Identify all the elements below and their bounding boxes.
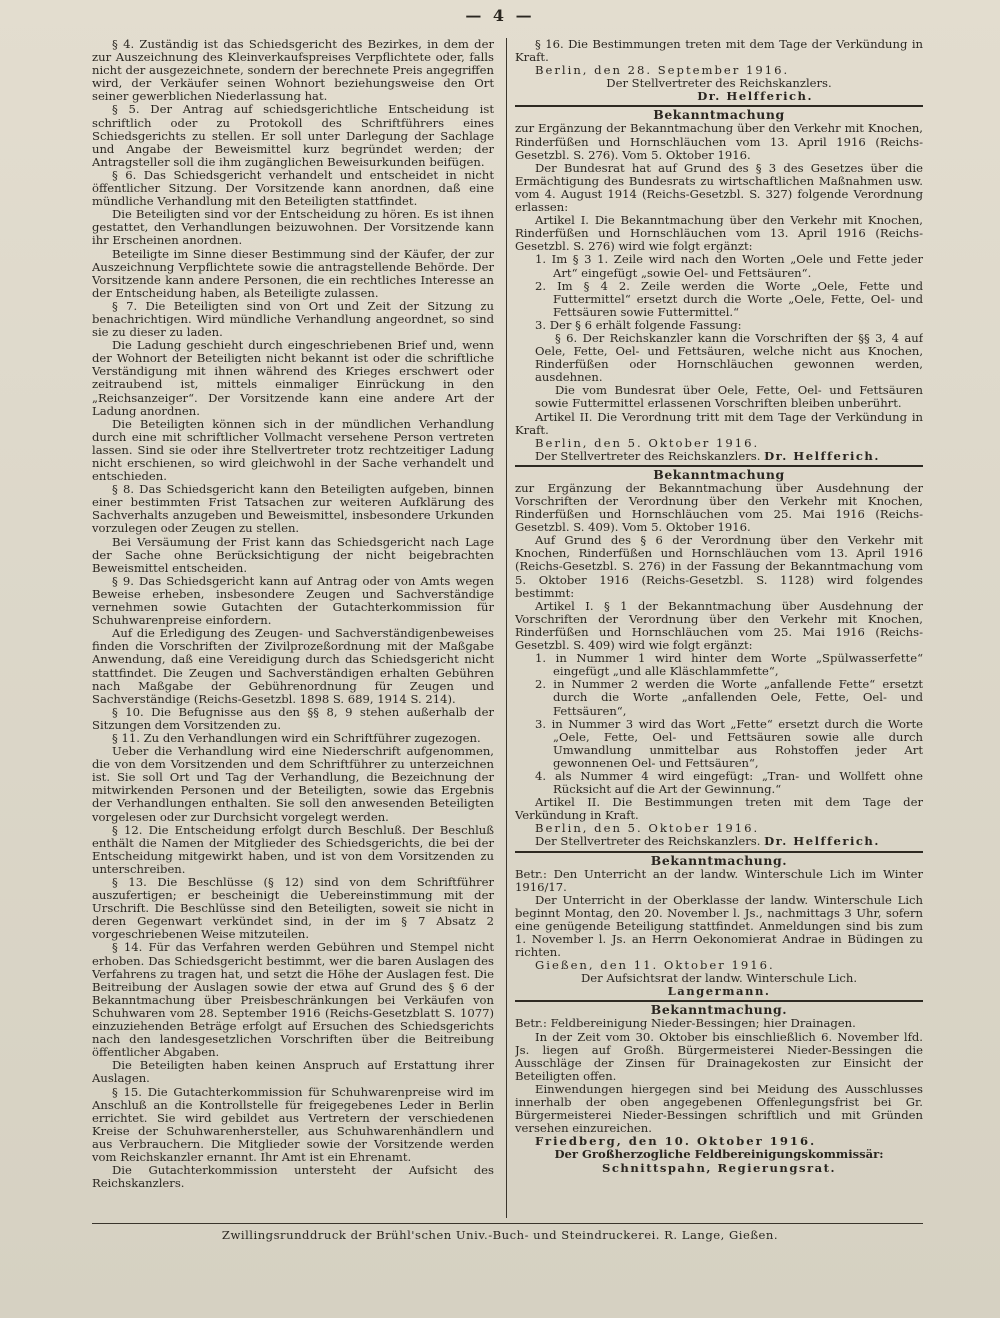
printer-imprint: Zwillingsrunddruck der Brühl'schen Univ.-Buch- und Steindruckerei. R. Lange, Gießen. [221, 1228, 779, 1242]
paragraph: § 13. Die Beschlüsse (§ 12) sind von dem Schriftführer auszufertigen; er bescheinigt die Uebereinstimmung mit der Urschrift. Die Beschlüsse sind den Beteiligten, soweit sie nicht in deren Gegenwart verkündet sind, in der im § 7 Absatz 2 vorgeschriebenen Weise mitzuteilen. [92, 875, 494, 942]
column-divider [506, 38, 507, 1218]
paragraph: § 9. Das Schiedsgericht kann auf Antrag oder von Amts wegen Beweise erheben, insbesondere Zeugen und Sachverständige vernehmen sowie Gutachten der Gutachterkommission für Schuhwarenpreise einfordern. [92, 573, 494, 628]
signature-office: Der Stellvertreter des Reichskanzlers. [606, 76, 832, 91]
list-item: 1. in Nummer 1 wird hinter dem Worte „Spülwasserfette“ eingefügt „und alle Kläschlammfette“, [535, 651, 923, 679]
signature-office: Der Aufsichtsrat der landw. Winterschule Lich. [580, 971, 858, 986]
signature-name: Dr. Helfferich. [764, 448, 880, 463]
footer-rule [92, 1223, 923, 1224]
list-item: 3. in Nummer 3 wird das Wort „Fette“ ersetzt durch die Worte „Oele, Fette, Oel- und Fettsäuren sowie alle durch Umwandlung unmittelbar aus Rohstoffen jeder Art gewonnenen Oel- und Fettsäuren“, [535, 716, 923, 770]
paragraph: Die Ladung geschieht durch eingeschriebenen Brief und, wenn der Wohnort der Beteiligten nicht bekannt ist oder die schriftliche Verständigung mit ihnen während des Krieges erschwert oder zeitraubend ist, mittels einmaliger Einrückung in den „Reichsanzeiger“. Der Vorsitzende kann eine andere Art der Ladung anordnen. [92, 338, 494, 418]
paragraph: In der Zeit vom 30. Oktober bis einschließlich 6. November lfd. Js. liegen auf Großh. Bürgermeisterei Nieder-Bessingen die Ausschläge der Zinsen für Drainagekosten zur Einsicht der Beteiligten offen. [515, 1029, 923, 1083]
signature-place: Berlin, den 5. Oktober 1916. [535, 435, 760, 450]
section-title: Bekanntmachung. [650, 1002, 788, 1018]
subject-line: Betr.: Feldbereinigung Nieder-Bessingen; hier Drainagen. [515, 1016, 856, 1031]
paragraph: Die Gutachterkommission untersteht der Aufsicht des Reichskanzlers. [92, 1163, 494, 1191]
paragraph: § 10. Die Befugnisse aus den §§ 8, 9 stehen außerhalb der Sitzungen dem Vorsitzenden zu. [92, 704, 494, 732]
signature-office: Der Stellvertreter des Reichskanzlers. [535, 448, 761, 463]
paragraph: Die vom Bundesrat über Oele, Fette, Oel- und Fettsäuren sowie Futtermittel erlassenen Vorschriften bleiben unberührt. [535, 383, 923, 411]
paragraph: § 14. Für das Verfahren werden Gebühren und Stempel nicht erhoben. Das Schiedsgericht bestimmt, wer die baren Auslagen des Verfahrens zu tragen hat, und setzt die Höhe der Auslagen fest. Die Beitreibung der Auslagen sowie der etwa auf Grund des § 6 der Bekanntmachung über Preisbeschränkungen bei Verkäufen von Schuhwaren vom 28. September 1916 (Reichs-Gesetzblatt S. 1077) einzuziehenden Beträge erfolgt auf Ersuchen des Schiedsgerichts nach den landesgesetzlichen Vorschriften über die Beitreibung öffentlicher Abgaben. [92, 940, 494, 1060]
list-item: 2. in Nummer 2 werden die Worte „anfallende Fette“ ersetzt durch die Worte „anfallenden Oele, Fette, Oel- und Fettsäuren“, [535, 677, 923, 718]
paragraph: Beteiligte im Sinne dieser Bestimmung sind der Käufer, der zur Auszeichnung Verpflichtete sowie die antragstellende Behörde. Der Vorsitzende kann andere Personen, die ein rechtliches Interesse an der Entscheidung haben, als Beteiligte zulassen. [92, 246, 494, 300]
signature-name: Dr. Helfferich. [697, 89, 813, 104]
paragraph: Der Bundesrat hat auf Grund des § 3 des Gesetzes über die Ermächtigung des Bundesrats zu wirtschaftlichen Maßnahmen usw. vom 4. August 1914 (Reichs-Gesetzbl. S. 327) folgende Verordnung erlassen: [515, 160, 923, 215]
paragraph: Einwendungen hiergegen sind bei Meidung des Ausschlusses innerhalb der oben angegebenen Offenlegungsfrist bei Gr. Bürgermeisterei Nieder-Bessingen schriftlich und mit Gründen versehen einzureichen. [515, 1081, 923, 1136]
right-column [515, 38, 923, 1218]
signature-place: Gießen, den 11. Oktober 1916. [535, 958, 775, 973]
list-item: 3. Der § 6 erhält folgende Fassung: [535, 317, 742, 332]
subject-line: Betr.: Den Unterricht an der landw. Winterschule Lich im Winter 1916/17. [515, 866, 923, 894]
signature-place: Berlin, den 28. September 1916. [535, 63, 790, 78]
paragraph: Auf Grund des § 6 der Verordnung über den Verkehr mit Knochen, Rinderfüßen und Hornschläuchen vom 13. April 1916 (Reichs-Gesetzbl. S. 276) in der Fassung der Bekanntmachung vom 5. Oktober 1916 (Reichs-Gesetzbl. S. 1128) wird folgendes bestimmt: [515, 533, 923, 600]
paragraph: Ueber die Verhandlung wird eine Niederschrift aufgenommen, die von dem Vorsitzenden und dem Schriftführer zu unterzeichnen ist. Sie soll Ort und Tag der Verhandlung, die Bezeichnung der mitwirkenden Personen und der Beteiligten, sowie das Ergebnis der Verhandlungen enthalten. Sie soll den anwesenden Beteiligten vorgelesen oder zur Durchsicht vorgelegt werden. [92, 744, 494, 824]
paragraph: § 12. Die Entscheidung erfolgt durch Beschluß. Der Beschluß enthält die Namen der Mitglieder des Schiedsgerichts, die bei der Entscheidung mitgewirkt haben, und ist von dem Vorsitzenden zu unterschreiben. [92, 822, 494, 876]
section-subtitle: zur Ergänzung der Bekanntmachung über Ausdehnung der Vorschriften der Verordnung über den Verkehr mit Knochen, Rinderfüßen und Hornschläuchen vom 25. Mai 1916 (Reichs-Gesetzbl. S. 409). Vom 5. Oktober 1916. [515, 480, 923, 535]
paragraph: Auf die Erledigung des Zeugen- und Sachverständigenbeweises finden die Vorschriften der Zivilprozeßordnung mit der Maßgabe Anwendung, daß eine Vereidigung durch das Schiedsgericht nicht stattfindet. Die Zeugen und Sachverständigen erhalten Gebühren nach Maßgabe der Gebührenordnung für Zeugen und Sachverständige (Reichs-Gesetzbl. 1898 S. 689, 1914 S. 214). [92, 626, 494, 706]
paragraph: Die Beteiligten können sich in der mündlichen Verhandlung durch eine mit schriftlicher Vollmacht versehene Person vertreten lassen. Sind sie oder ihre Stellvertreter trotz rechtzeitiger Ladung nicht erschienen, so wird gleichwohl in der Sache verhandelt und entschieden. [92, 416, 494, 484]
signature-name: Langermann. [667, 984, 771, 999]
paragraph: § 7. Die Beteiligten sind von Ort und Zeit der Sitzung zu benachrichtigen. Wird mündliche Verhandlung angeordnet, so sind sie zu dieser zu laden. [92, 298, 494, 340]
paragraph: § 16. Die Bestimmungen treten mit dem Tage der Verkündung in Kraft. [515, 38, 923, 65]
signature-name: Dr. Helfferich. [764, 834, 880, 849]
paragraph: § 6. Das Schiedsgericht verhandelt und entscheidet in nicht öffentlicher Sitzung. Der Vorsitzende kann anordnen, daß eine mündliche Verhandlung mit den Beteiligten stattfindet. [92, 167, 494, 209]
article-text: Artikel II. Die Bestimmungen treten mit dem Tage der Verkündung in Kraft. [515, 795, 923, 823]
signature-name: Schnittspahn, Regierungsrat. [602, 1160, 836, 1175]
section-title: Bekanntmachung [653, 466, 785, 482]
list-item: 2. Im § 4 2. Zeile werden die Worte „Oele, Fette und Futtermittel“ ersetzt durch die Worte „Oele, Fette, Oel- und Fettsäuren sowie Futtermittel.“ [535, 278, 923, 319]
paragraph: § 5. Der Antrag auf schiedsgerichtliche Entscheidung ist schriftlich oder zu Protokoll des Schriftführers eines Schiedsgerichts zu stellen. Er soll unter Darlegung der Sachlage und Angabe der Beweismittel kurz begründet werden; der Antragsteller soll die ihm zugänglichen Beweisurkunden beifügen. [92, 102, 494, 169]
paragraph: Die Beteiligten haben keinen Anspruch auf Erstattung ihrer Auslagen. [92, 1058, 494, 1086]
section-subtitle: zur Ergänzung der Bekanntmachung über den Verkehr mit Knochen, Rinderfüßen und Hornschläuchen vom 13. April 1916 (Reichs-Gesetzbl. S. 276). Vom 5. Oktober 1916. [515, 121, 923, 162]
list-item: 1. Im § 3 1. Zeile wird nach den Worten „Oele und Fette jeder Art“ eingefügt „sowie Oel- und Fettsäuren“. [535, 252, 923, 280]
paragraph: Bei Versäumung der Frist kann das Schiedsgericht nach Lage der Sache ohne Berücksichtigung der nicht beigebrachten Beweismittel entscheiden. [92, 534, 494, 575]
paragraph: Die Beteiligten sind vor der Entscheidung zu hören. Es ist ihnen gestattet, den Verhandlungen beizuwohnen. Der Vorsitzende kann ihr Erscheinen anordnen. [92, 207, 494, 248]
paragraph: § 11. Zu den Verhandlungen wird ein Schriftführer zugezogen. [112, 730, 481, 745]
article-text: Artikel II. Die Verordnung tritt mit dem Tage der Verkündung in Kraft. [515, 409, 923, 437]
paragraph: Der Unterricht in der Oberklasse der landw. Winterschule Lich beginnt Montag, den 20. November l. Js., nachmittags 3 Uhr, sofern eine genügende Beteiligung stattfindet. Anmeldungen sind bis zum 1. November l. Js. an Herrn Oekonomierat Andrae in Büdingen zu richten. [515, 892, 923, 960]
signature-line [515, 450, 923, 463]
signature-office: Der Stellvertreter des Reichskanzlers. [535, 834, 761, 849]
list-item: 4. als Nummer 4 wird eingefügt: „Tran- und Wollfett ohne Rücksicht auf die Art der Gewinnung.“ [535, 768, 923, 797]
signature-place: Berlin, den 5. Oktober 1916. [535, 821, 760, 836]
left-column [92, 38, 494, 1216]
paragraph: § 6. Der Reichskanzler kann die Vorschriften der §§ 3, 4 auf Oele, Fette, Oel- und Fettsäuren, welche nicht aus Knochen, Rinderfüßen oder Hornschläuchen gewonnen werden, ausdehnen. [535, 330, 923, 385]
paragraph: § 8. Das Schiedsgericht kann den Beteiligten aufgeben, binnen einer bestimmten Frist Tatsachen zur weiteren Aufklärung des Sachverhalts anzugeben und Beweismittel, insbesondere Urkunden vorzulegen oder Zeugen zu stellen. [92, 482, 494, 536]
paragraph: § 15. Die Gutachterkommission für Schuhwarenpreise wird im Anschluß an die Kontrollstelle für freigegebenes Leder in Berlin errichtet. Sie wird gebildet aus Vertretern der verschiedenen Kreise der Schuhwarenhersteller, aus Schuhwarenhändlern und aus Verbrauchern. Die Mitglieder sowie der Vorsitzende werden vom Reichskanzler ernannt. Ihr Amt ist ein Ehrenamt. [92, 1084, 494, 1164]
page-number: — 4 — [465, 6, 535, 25]
article-text: Artikel I. § 1 der Bekanntmachung über Ausdehnung der Vorschriften der Verordnung über den Verkehr mit Knochen, Rinderfüßen und Hornschläuchen vom 25. Mai 1916 (Reichs-Gesetzbl. S. 409) wird wie folgt ergänzt: [515, 598, 923, 653]
section-title: Bekanntmachung. [650, 852, 788, 868]
signature-office: Der Großherzogliche Feldbereinigungskommissär: [554, 1147, 884, 1162]
section-title: Bekanntmachung [653, 107, 785, 123]
article-text: Artikel I. Die Bekanntmachung über den Verkehr mit Knochen, Rinderfüßen und Hornschläuchen vom 13. April 1916 (Reichs-Gesetzbl. S. 276) wird wie folgt ergänzt: [515, 213, 923, 254]
paragraph: § 4. Zuständig ist das Schiedsgericht des Bezirkes, in dem der zur Auszeichnung des Kleinverkaufspreises Verpflichtete oder, falls nicht der ausgezeichnete, sondern der berechnete Preis angegriffen wird, der Verkäufer seinen Wohnort beziehungsweise den Ort seiner gewerblichen Niederlassung hat. [92, 38, 494, 104]
signature-line [515, 835, 923, 848]
signature-place: Friedberg, den 10. Oktober 1916. [535, 1134, 817, 1149]
